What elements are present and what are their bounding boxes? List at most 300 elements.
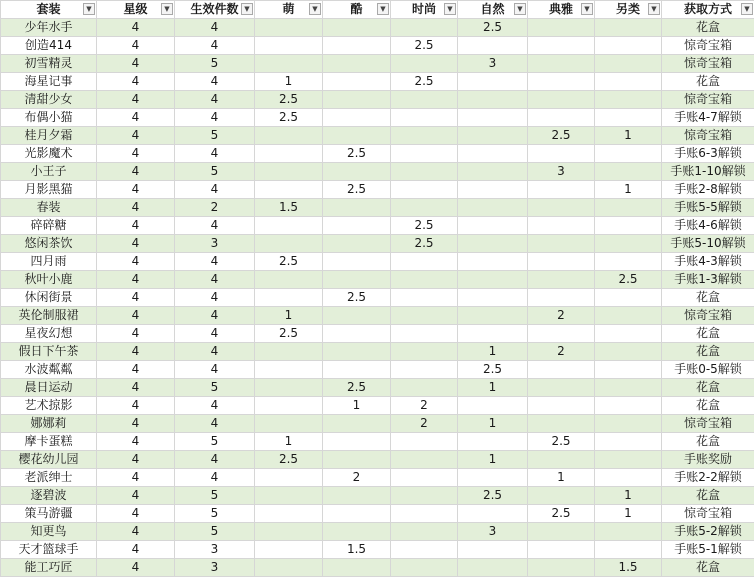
cool-cell[interactable]	[323, 487, 391, 505]
natural-cell[interactable]	[458, 73, 528, 91]
suit-name-cell[interactable]: 英伦制服裙	[1, 307, 97, 325]
cute-cell[interactable]: 1	[255, 433, 323, 451]
pieces-cell[interactable]: 5	[175, 433, 255, 451]
filter-dropdown-icon[interactable]: ▼	[377, 3, 389, 15]
source-cell[interactable]: 手账5-1解锁	[662, 541, 754, 559]
elegant-cell[interactable]	[528, 145, 595, 163]
fashion-cell[interactable]	[391, 379, 458, 397]
elegant-cell[interactable]	[528, 271, 595, 289]
source-cell[interactable]: 手账奖励	[662, 451, 754, 469]
stars-cell[interactable]: 4	[97, 415, 175, 433]
suit-name-cell[interactable]: 光影魔术	[1, 145, 97, 163]
natural-cell[interactable]	[458, 307, 528, 325]
stars-cell[interactable]: 4	[97, 505, 175, 523]
suit-name-cell[interactable]: 初雪精灵	[1, 55, 97, 73]
elegant-cell[interactable]: 2	[528, 343, 595, 361]
cool-cell[interactable]	[323, 235, 391, 253]
natural-cell[interactable]: 3	[458, 523, 528, 541]
suit-name-cell[interactable]: 秋叶小鹿	[1, 271, 97, 289]
cute-cell[interactable]	[255, 397, 323, 415]
elegant-cell[interactable]	[528, 379, 595, 397]
filter-dropdown-icon[interactable]: ▼	[83, 3, 95, 15]
pieces-cell[interactable]: 4	[175, 181, 255, 199]
fashion-cell[interactable]	[391, 487, 458, 505]
fashion-cell[interactable]	[391, 181, 458, 199]
cool-cell[interactable]	[323, 55, 391, 73]
fashion-cell[interactable]	[391, 127, 458, 145]
elegant-cell[interactable]	[528, 109, 595, 127]
pieces-cell[interactable]: 4	[175, 415, 255, 433]
stars-cell[interactable]: 4	[97, 379, 175, 397]
cute-cell[interactable]: 2.5	[255, 91, 323, 109]
suit-name-cell[interactable]: 星夜幻想	[1, 325, 97, 343]
other-cell[interactable]	[595, 73, 662, 91]
pieces-cell[interactable]: 4	[175, 73, 255, 91]
stars-cell[interactable]: 4	[97, 235, 175, 253]
cute-cell[interactable]: 1	[255, 307, 323, 325]
natural-cell[interactable]	[458, 289, 528, 307]
source-cell[interactable]: 惊奇宝箱	[662, 37, 754, 55]
source-cell[interactable]: 惊奇宝箱	[662, 127, 754, 145]
other-cell[interactable]	[595, 325, 662, 343]
natural-cell[interactable]	[458, 271, 528, 289]
stars-cell[interactable]: 4	[97, 181, 175, 199]
fashion-cell[interactable]	[391, 163, 458, 181]
elegant-cell[interactable]	[528, 37, 595, 55]
cute-cell[interactable]: 2.5	[255, 325, 323, 343]
source-cell[interactable]: 手账2-8解锁	[662, 181, 754, 199]
source-cell[interactable]: 惊奇宝箱	[662, 505, 754, 523]
natural-cell[interactable]	[458, 235, 528, 253]
natural-cell[interactable]	[458, 109, 528, 127]
fashion-cell[interactable]	[391, 199, 458, 217]
header-fashion[interactable]	[391, 1, 458, 19]
elegant-cell[interactable]: 1	[528, 469, 595, 487]
stars-cell[interactable]: 4	[97, 199, 175, 217]
stars-cell[interactable]: 4	[97, 37, 175, 55]
pieces-cell[interactable]: 4	[175, 109, 255, 127]
cool-cell[interactable]	[323, 271, 391, 289]
natural-cell[interactable]: 2.5	[458, 487, 528, 505]
natural-cell[interactable]: 2.5	[458, 361, 528, 379]
stars-cell[interactable]: 4	[97, 109, 175, 127]
cool-cell[interactable]	[323, 127, 391, 145]
header-source[interactable]	[662, 1, 754, 19]
cool-cell[interactable]	[323, 523, 391, 541]
cool-cell[interactable]	[323, 199, 391, 217]
cool-cell[interactable]	[323, 91, 391, 109]
suit-name-cell[interactable]: 四月雨	[1, 253, 97, 271]
pieces-cell[interactable]: 5	[175, 163, 255, 181]
other-cell[interactable]	[595, 307, 662, 325]
natural-cell[interactable]	[458, 163, 528, 181]
elegant-cell[interactable]	[528, 253, 595, 271]
source-cell[interactable]: 花盒	[662, 559, 754, 577]
suit-name-cell[interactable]: 樱花幼儿园	[1, 451, 97, 469]
other-cell[interactable]	[595, 523, 662, 541]
natural-cell[interactable]	[458, 217, 528, 235]
suit-name-cell[interactable]: 布偶小猫	[1, 109, 97, 127]
fashion-cell[interactable]	[391, 289, 458, 307]
header-stars[interactable]	[97, 1, 175, 19]
pieces-cell[interactable]: 4	[175, 289, 255, 307]
pieces-cell[interactable]: 5	[175, 379, 255, 397]
natural-cell[interactable]	[458, 199, 528, 217]
elegant-cell[interactable]: 2	[528, 307, 595, 325]
cute-cell[interactable]: 2.5	[255, 109, 323, 127]
stars-cell[interactable]: 4	[97, 559, 175, 577]
elegant-cell[interactable]	[528, 91, 595, 109]
elegant-cell[interactable]	[528, 397, 595, 415]
fashion-cell[interactable]	[391, 109, 458, 127]
other-cell[interactable]	[595, 217, 662, 235]
cute-cell[interactable]	[255, 235, 323, 253]
cute-cell[interactable]: 1.5	[255, 199, 323, 217]
stars-cell[interactable]: 4	[97, 343, 175, 361]
other-cell[interactable]: 1	[595, 505, 662, 523]
natural-cell[interactable]	[458, 541, 528, 559]
fashion-cell[interactable]	[391, 523, 458, 541]
pieces-cell[interactable]: 2	[175, 199, 255, 217]
elegant-cell[interactable]	[528, 451, 595, 469]
stars-cell[interactable]: 4	[97, 469, 175, 487]
source-cell[interactable]: 惊奇宝箱	[662, 55, 754, 73]
suit-name-cell[interactable]: 清甜少女	[1, 91, 97, 109]
header-cool[interactable]	[323, 1, 391, 19]
pieces-cell[interactable]: 5	[175, 487, 255, 505]
source-cell[interactable]: 花盒	[662, 19, 754, 37]
suit-name-cell[interactable]: 假日下午茶	[1, 343, 97, 361]
suit-name-cell[interactable]: 月影黑猫	[1, 181, 97, 199]
header-pieces[interactable]	[175, 1, 255, 19]
pieces-cell[interactable]: 4	[175, 37, 255, 55]
stars-cell[interactable]: 4	[97, 451, 175, 469]
pieces-cell[interactable]: 4	[175, 469, 255, 487]
elegant-cell[interactable]	[528, 55, 595, 73]
cool-cell[interactable]	[323, 307, 391, 325]
pieces-cell[interactable]: 4	[175, 145, 255, 163]
cool-cell[interactable]: 2	[323, 469, 391, 487]
fashion-cell[interactable]: 2	[391, 415, 458, 433]
cute-cell[interactable]	[255, 19, 323, 37]
suit-name-cell[interactable]: 摩卡蛋糕	[1, 433, 97, 451]
pieces-cell[interactable]: 4	[175, 307, 255, 325]
elegant-cell[interactable]	[528, 523, 595, 541]
elegant-cell[interactable]	[528, 199, 595, 217]
suit-name-cell[interactable]: 知更鸟	[1, 523, 97, 541]
stars-cell[interactable]: 4	[97, 523, 175, 541]
source-cell[interactable]: 手账4-6解锁	[662, 217, 754, 235]
other-cell[interactable]	[595, 433, 662, 451]
source-cell[interactable]: 手账0-5解锁	[662, 361, 754, 379]
cute-cell[interactable]	[255, 379, 323, 397]
other-cell[interactable]	[595, 469, 662, 487]
filter-dropdown-icon[interactable]: ▼	[309, 3, 321, 15]
cool-cell[interactable]: 1.5	[323, 541, 391, 559]
other-cell[interactable]	[595, 397, 662, 415]
pieces-cell[interactable]: 4	[175, 217, 255, 235]
pieces-cell[interactable]: 4	[175, 325, 255, 343]
cute-cell[interactable]	[255, 271, 323, 289]
source-cell[interactable]: 花盒	[662, 325, 754, 343]
suit-name-cell[interactable]: 海星记事	[1, 73, 97, 91]
cool-cell[interactable]	[323, 217, 391, 235]
suit-name-cell[interactable]: 春装	[1, 199, 97, 217]
header-other[interactable]	[595, 1, 662, 19]
cool-cell[interactable]	[323, 451, 391, 469]
other-cell[interactable]: 1	[595, 127, 662, 145]
stars-cell[interactable]: 4	[97, 361, 175, 379]
natural-cell[interactable]	[458, 253, 528, 271]
cute-cell[interactable]: 2.5	[255, 451, 323, 469]
suit-name-cell[interactable]: 桂月夕霜	[1, 127, 97, 145]
stars-cell[interactable]: 4	[97, 289, 175, 307]
stars-cell[interactable]: 4	[97, 73, 175, 91]
stars-cell[interactable]: 4	[97, 145, 175, 163]
pieces-cell[interactable]: 5	[175, 127, 255, 145]
natural-cell[interactable]	[458, 91, 528, 109]
cute-cell[interactable]	[255, 343, 323, 361]
filter-dropdown-icon[interactable]: ▼	[444, 3, 456, 15]
natural-cell[interactable]	[458, 145, 528, 163]
elegant-cell[interactable]: 2.5	[528, 433, 595, 451]
cute-cell[interactable]	[255, 541, 323, 559]
other-cell[interactable]	[595, 199, 662, 217]
cool-cell[interactable]	[323, 361, 391, 379]
cute-cell[interactable]	[255, 217, 323, 235]
cool-cell[interactable]	[323, 505, 391, 523]
cool-cell[interactable]: 1	[323, 397, 391, 415]
other-cell[interactable]	[595, 37, 662, 55]
header-natural[interactable]	[458, 1, 528, 19]
fashion-cell[interactable]	[391, 145, 458, 163]
pieces-cell[interactable]: 4	[175, 361, 255, 379]
cool-cell[interactable]	[323, 163, 391, 181]
pieces-cell[interactable]: 4	[175, 19, 255, 37]
stars-cell[interactable]: 4	[97, 397, 175, 415]
elegant-cell[interactable]	[528, 217, 595, 235]
filter-dropdown-icon[interactable]: ▼	[161, 3, 173, 15]
cool-cell[interactable]	[323, 19, 391, 37]
fashion-cell[interactable]	[391, 19, 458, 37]
source-cell[interactable]: 手账5-5解锁	[662, 199, 754, 217]
cute-cell[interactable]: 1	[255, 73, 323, 91]
pieces-cell[interactable]: 4	[175, 397, 255, 415]
filter-dropdown-icon[interactable]: ▼	[514, 3, 526, 15]
fashion-cell[interactable]	[391, 307, 458, 325]
suit-name-cell[interactable]: 晨日运动	[1, 379, 97, 397]
source-cell[interactable]: 惊奇宝箱	[662, 415, 754, 433]
filter-dropdown-icon[interactable]: ▼	[648, 3, 660, 15]
pieces-cell[interactable]: 3	[175, 235, 255, 253]
cool-cell[interactable]: 2.5	[323, 379, 391, 397]
source-cell[interactable]: 手账5-10解锁	[662, 235, 754, 253]
source-cell[interactable]: 惊奇宝箱	[662, 307, 754, 325]
natural-cell[interactable]: 1	[458, 379, 528, 397]
cute-cell[interactable]: 2.5	[255, 253, 323, 271]
source-cell[interactable]: 惊奇宝箱	[662, 91, 754, 109]
cool-cell[interactable]	[323, 325, 391, 343]
stars-cell[interactable]: 4	[97, 541, 175, 559]
elegant-cell[interactable]	[528, 415, 595, 433]
stars-cell[interactable]: 4	[97, 19, 175, 37]
elegant-cell[interactable]	[528, 541, 595, 559]
cute-cell[interactable]	[255, 145, 323, 163]
other-cell[interactable]: 1	[595, 181, 662, 199]
suit-name-cell[interactable]: 休闲街景	[1, 289, 97, 307]
natural-cell[interactable]	[458, 181, 528, 199]
cute-cell[interactable]	[255, 487, 323, 505]
other-cell[interactable]	[595, 541, 662, 559]
filter-dropdown-icon[interactable]: ▼	[581, 3, 593, 15]
natural-cell[interactable]	[458, 397, 528, 415]
fashion-cell[interactable]: 2	[391, 397, 458, 415]
other-cell[interactable]	[595, 253, 662, 271]
stars-cell[interactable]: 4	[97, 325, 175, 343]
natural-cell[interactable]: 1	[458, 451, 528, 469]
source-cell[interactable]: 手账4-3解锁	[662, 253, 754, 271]
cute-cell[interactable]	[255, 523, 323, 541]
natural-cell[interactable]: 1	[458, 343, 528, 361]
source-cell[interactable]: 手账6-3解锁	[662, 145, 754, 163]
stars-cell[interactable]: 4	[97, 433, 175, 451]
other-cell[interactable]	[595, 415, 662, 433]
suit-name-cell[interactable]: 老派绅士	[1, 469, 97, 487]
pieces-cell[interactable]: 4	[175, 271, 255, 289]
stars-cell[interactable]: 4	[97, 127, 175, 145]
pieces-cell[interactable]: 4	[175, 91, 255, 109]
pieces-cell[interactable]: 3	[175, 541, 255, 559]
fashion-cell[interactable]: 2.5	[391, 235, 458, 253]
cute-cell[interactable]	[255, 55, 323, 73]
fashion-cell[interactable]	[391, 55, 458, 73]
cute-cell[interactable]	[255, 469, 323, 487]
elegant-cell[interactable]: 2.5	[528, 127, 595, 145]
fashion-cell[interactable]	[391, 433, 458, 451]
suit-name-cell[interactable]: 悠闲茶饮	[1, 235, 97, 253]
stars-cell[interactable]: 4	[97, 307, 175, 325]
elegant-cell[interactable]	[528, 181, 595, 199]
source-cell[interactable]: 花盒	[662, 487, 754, 505]
fashion-cell[interactable]	[391, 361, 458, 379]
fashion-cell[interactable]	[391, 91, 458, 109]
natural-cell[interactable]	[458, 469, 528, 487]
source-cell[interactable]: 花盒	[662, 73, 754, 91]
natural-cell[interactable]	[458, 325, 528, 343]
cool-cell[interactable]	[323, 109, 391, 127]
natural-cell[interactable]	[458, 37, 528, 55]
other-cell[interactable]	[595, 379, 662, 397]
elegant-cell[interactable]: 3	[528, 163, 595, 181]
other-cell[interactable]	[595, 361, 662, 379]
stars-cell[interactable]: 4	[97, 487, 175, 505]
source-cell[interactable]: 手账2-2解锁	[662, 469, 754, 487]
fashion-cell[interactable]	[391, 469, 458, 487]
pieces-cell[interactable]: 4	[175, 343, 255, 361]
elegant-cell[interactable]	[528, 361, 595, 379]
fashion-cell[interactable]	[391, 343, 458, 361]
suit-name-cell[interactable]: 天才篮球手	[1, 541, 97, 559]
cute-cell[interactable]	[255, 181, 323, 199]
source-cell[interactable]: 手账1-3解锁	[662, 271, 754, 289]
suit-name-cell[interactable]: 少年水手	[1, 19, 97, 37]
cute-cell[interactable]	[255, 415, 323, 433]
cool-cell[interactable]	[323, 415, 391, 433]
fashion-cell[interactable]: 2.5	[391, 73, 458, 91]
fashion-cell[interactable]	[391, 451, 458, 469]
other-cell[interactable]: 2.5	[595, 271, 662, 289]
header-cute[interactable]	[255, 1, 323, 19]
fashion-cell[interactable]: 2.5	[391, 37, 458, 55]
other-cell[interactable]	[595, 145, 662, 163]
elegant-cell[interactable]	[528, 235, 595, 253]
other-cell[interactable]	[595, 343, 662, 361]
source-cell[interactable]: 手账5-2解锁	[662, 523, 754, 541]
filter-dropdown-icon[interactable]: ▼	[241, 3, 253, 15]
suit-name-cell[interactable]: 策马游疆	[1, 505, 97, 523]
stars-cell[interactable]: 4	[97, 217, 175, 235]
cute-cell[interactable]	[255, 163, 323, 181]
elegant-cell[interactable]	[528, 289, 595, 307]
pieces-cell[interactable]: 5	[175, 55, 255, 73]
fashion-cell[interactable]	[391, 325, 458, 343]
natural-cell[interactable]	[458, 433, 528, 451]
other-cell[interactable]	[595, 91, 662, 109]
natural-cell[interactable]: 2.5	[458, 19, 528, 37]
source-cell[interactable]: 花盒	[662, 397, 754, 415]
source-cell[interactable]: 花盒	[662, 379, 754, 397]
cool-cell[interactable]	[323, 73, 391, 91]
stars-cell[interactable]: 4	[97, 55, 175, 73]
other-cell[interactable]	[595, 451, 662, 469]
elegant-cell[interactable]	[528, 19, 595, 37]
pieces-cell[interactable]: 3	[175, 559, 255, 577]
stars-cell[interactable]: 4	[97, 271, 175, 289]
source-cell[interactable]: 花盒	[662, 289, 754, 307]
other-cell[interactable]: 1.5	[595, 559, 662, 577]
suit-name-cell[interactable]: 逐碧波	[1, 487, 97, 505]
suit-name-cell[interactable]: 创造414	[1, 37, 97, 55]
cool-cell[interactable]	[323, 433, 391, 451]
source-cell[interactable]: 花盒	[662, 433, 754, 451]
cute-cell[interactable]	[255, 127, 323, 145]
pieces-cell[interactable]: 4	[175, 253, 255, 271]
cute-cell[interactable]	[255, 505, 323, 523]
cool-cell[interactable]: 2.5	[323, 289, 391, 307]
suit-name-cell[interactable]: 碎碎糖	[1, 217, 97, 235]
pieces-cell[interactable]: 5	[175, 505, 255, 523]
other-cell[interactable]	[595, 235, 662, 253]
fashion-cell[interactable]	[391, 505, 458, 523]
header-elegant[interactable]	[528, 1, 595, 19]
cool-cell[interactable]: 2.5	[323, 145, 391, 163]
other-cell[interactable]	[595, 19, 662, 37]
cool-cell[interactable]	[323, 343, 391, 361]
stars-cell[interactable]: 4	[97, 91, 175, 109]
suit-name-cell[interactable]: 水波粼粼	[1, 361, 97, 379]
fashion-cell[interactable]	[391, 541, 458, 559]
fashion-cell[interactable]: 2.5	[391, 217, 458, 235]
natural-cell[interactable]	[458, 505, 528, 523]
source-cell[interactable]: 手账1-10解锁	[662, 163, 754, 181]
cool-cell[interactable]: 2.5	[323, 181, 391, 199]
pieces-cell[interactable]: 5	[175, 523, 255, 541]
cute-cell[interactable]	[255, 289, 323, 307]
other-cell[interactable]: 1	[595, 487, 662, 505]
suit-name-cell[interactable]: 小王子	[1, 163, 97, 181]
cool-cell[interactable]	[323, 37, 391, 55]
other-cell[interactable]	[595, 109, 662, 127]
